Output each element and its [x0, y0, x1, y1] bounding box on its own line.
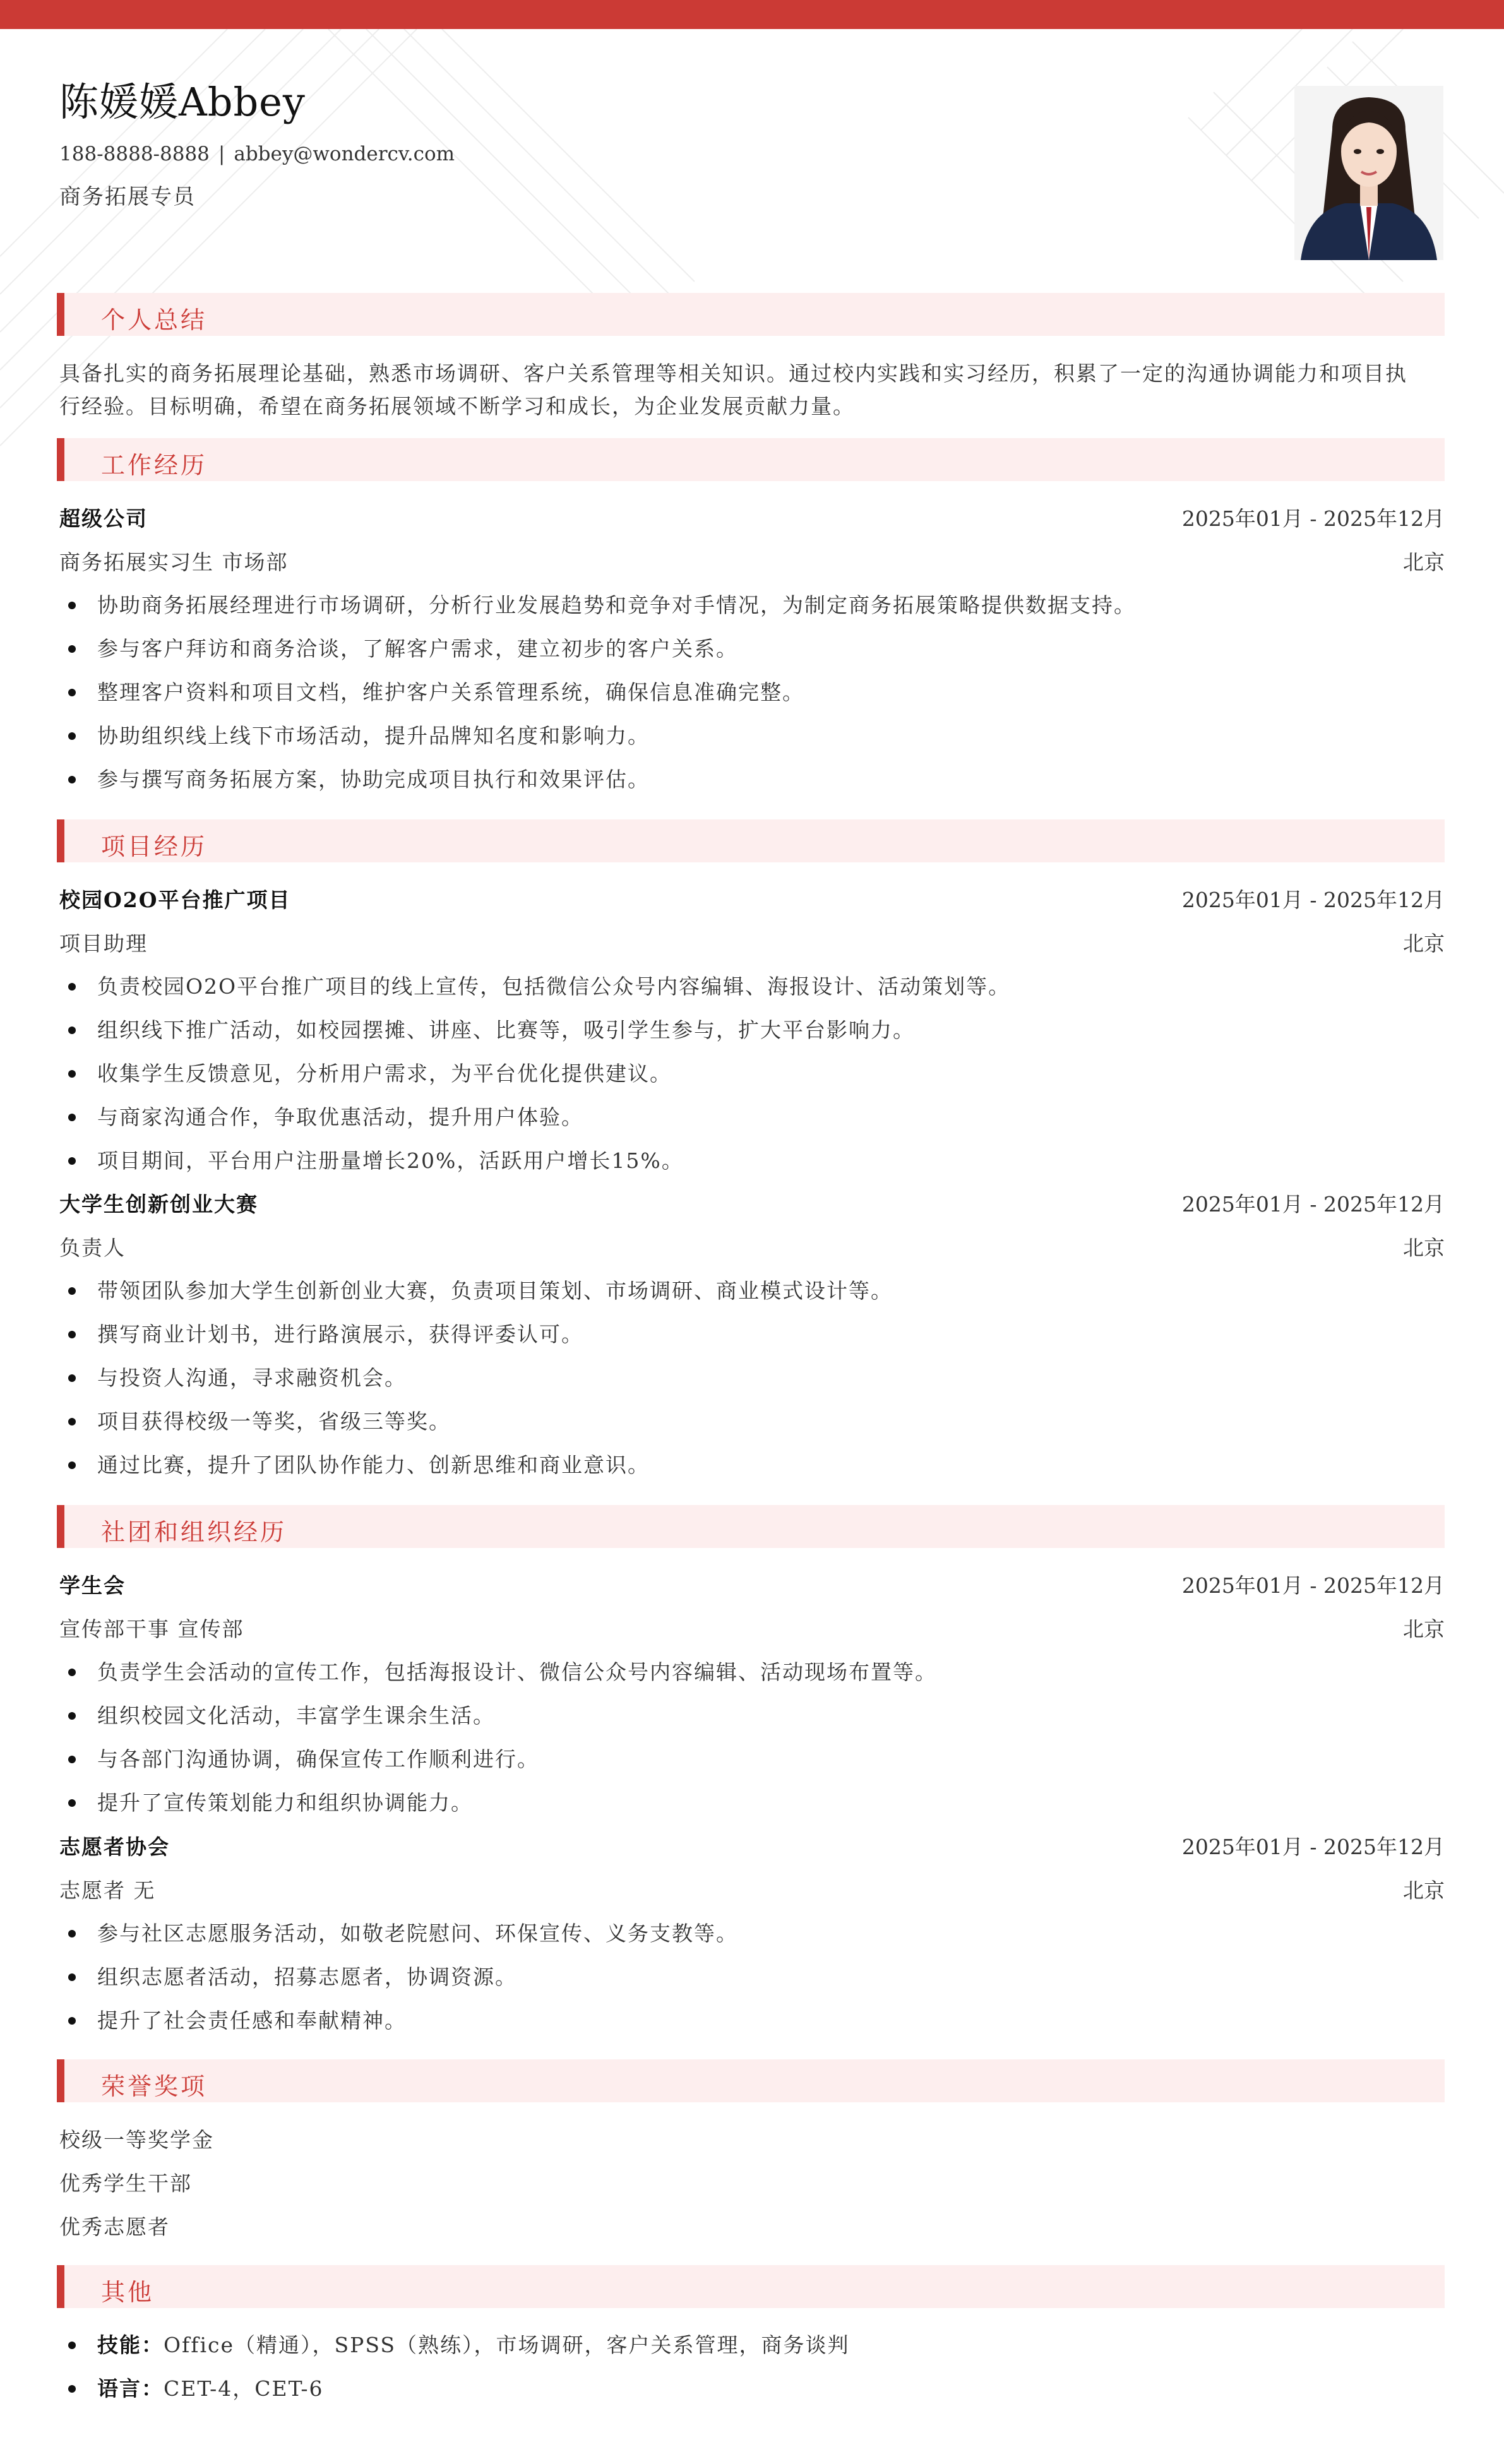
entry-org: 志愿者协会 — [59, 1835, 170, 1859]
entry-subheader — [59, 1232, 1445, 1263]
entry-location: 北京 — [1403, 931, 1445, 956]
list-item: 参与撰写商务拓展方案，协助完成项目执行和效果评估。 — [59, 764, 1445, 807]
honor-item: 优秀学生干部 — [59, 2171, 192, 2196]
contact-separator: | — [218, 143, 225, 165]
entry-location: 北京 — [1403, 1235, 1445, 1260]
entry-bullets — [59, 971, 1445, 1189]
section-clubs-header — [57, 1505, 1445, 1548]
list-item: 提升了社会责任感和奉献精神。 — [59, 2005, 1445, 2049]
entry-header — [59, 1569, 1445, 1601]
phone: 188-8888-8888 — [59, 143, 210, 165]
entry-subheader — [59, 927, 1445, 959]
entry-bullets — [59, 1918, 1445, 2049]
honor-item: 校级一等奖学金 — [59, 2128, 214, 2152]
section-title: 工作经历 — [101, 451, 208, 479]
skills-item — [59, 2330, 1445, 2373]
summary-line-2: 行经验。目标明确，希望在商务拓展领域不断学习和成长，为企业发展贡献力量。 — [59, 394, 855, 419]
list-item: 撰写商业计划书，进行路演展示，获得评委认可。 — [59, 1319, 1445, 1362]
entry-bullets — [59, 1275, 1445, 1493]
language-item — [59, 2373, 1445, 2417]
skills-value: Office（精通），SPSS（熟练），市场调研，客户关系管理，商务谈判 — [164, 2333, 850, 2357]
entry-role: 志愿者 无 — [59, 1878, 156, 1903]
section-other-header — [57, 2265, 1445, 2308]
section-title: 其他 — [101, 2278, 155, 2306]
section-title: 项目经历 — [101, 833, 208, 860]
entry-date: 2025年01月 - 2025年12月 — [1181, 888, 1445, 912]
section-honors-header — [57, 2059, 1445, 2102]
entry-header — [59, 884, 1445, 915]
list-item: 协助商务拓展经理进行市场调研，分析行业发展趋势和竞争对手情况，为制定商务拓展策略提供数据支持。 — [59, 590, 1445, 633]
entry-date: 2025年01月 - 2025年12月 — [1181, 506, 1445, 531]
entry-org: 大学生创新创业大赛 — [59, 1192, 258, 1217]
list-item: 提升了宣传策划能力和组织协调能力。 — [59, 1787, 1445, 1831]
entry-org: 超级公司 — [59, 506, 148, 531]
language-label: 语言： — [97, 2376, 164, 2401]
section-title: 社团和组织经历 — [101, 1518, 287, 1546]
list-item: 与各部门沟通协调，确保宣传工作顺利进行。 — [59, 1744, 1445, 1787]
entry-location: 北京 — [1403, 550, 1445, 574]
entry-date: 2025年01月 - 2025年12月 — [1181, 1835, 1445, 1859]
list-item: 通过比赛，提升了团队协作能力、创新思维和商业意识。 — [59, 1449, 1445, 1493]
entry-location: 北京 — [1403, 1878, 1445, 1903]
section-title: 个人总结 — [101, 306, 208, 334]
entry-bullets — [59, 1657, 1445, 1831]
list-item: 组织线下推广活动，如校园摆摊、讲座、比赛等，吸引学生参与，扩大平台影响力。 — [59, 1015, 1445, 1058]
entry-header — [59, 1188, 1445, 1220]
entry-location: 北京 — [1403, 1617, 1445, 1641]
section-work-header — [57, 438, 1445, 481]
top-accent-bar — [0, 0, 1504, 29]
section-projects-header — [57, 819, 1445, 862]
entry-org: 学生会 — [59, 1573, 126, 1598]
list-item: 整理客户资料和项目文档，维护客户关系管理系统，确保信息准确完整。 — [59, 677, 1445, 720]
other-list — [59, 2330, 1445, 2417]
skills-label: 技能： — [97, 2333, 164, 2357]
profile-photo — [1294, 86, 1443, 260]
list-item: 负责校园O2O平台推广项目的线上宣传，包括微信公众号内容编辑、海报设计、活动策划等。 — [59, 971, 1445, 1015]
language-value: CET-4，CET-6 — [164, 2376, 324, 2401]
entry-org: 校园O2O平台推广项目 — [59, 888, 291, 912]
list-item: 组织志愿者活动，招募志愿者，协调资源。 — [59, 1961, 1445, 2005]
entry-header — [59, 503, 1445, 534]
entry-header — [59, 1831, 1445, 1862]
entry-role: 商务拓展实习生 市场部 — [59, 550, 289, 574]
entry-date: 2025年01月 - 2025年12月 — [1181, 1573, 1445, 1598]
entry-date: 2025年01月 - 2025年12月 — [1181, 1192, 1445, 1217]
list-item: 项目期间，平台用户注册量增长20%，活跃用户增长15%。 — [59, 1145, 1445, 1189]
list-item: 协助组织线上线下市场活动，提升品牌知名度和影响力。 — [59, 720, 1445, 764]
entry-role: 项目助理 — [59, 931, 148, 956]
list-item: 收集学生反馈意见，分析用户需求，为平台优化提供建议。 — [59, 1058, 1445, 1102]
contact-line — [59, 143, 455, 165]
email: abbey@wondercv.com — [234, 143, 455, 165]
list-item: 负责学生会活动的宣传工作，包括海报设计、微信公众号内容编辑、活动现场布置等。 — [59, 1657, 1445, 1700]
entry-role: 负责人 — [59, 1235, 126, 1260]
summary-line-1: 具备扎实的商务拓展理论基础，熟悉市场调研、客户关系管理等相关知识。通过校内实践和实习经历，积累了一定的沟通协调能力和项目执 — [59, 361, 1407, 386]
list-item: 与投资人沟通，寻求融资机会。 — [59, 1362, 1445, 1406]
summary-text — [59, 357, 1445, 423]
entry-subheader — [59, 546, 1445, 578]
candidate-name: 陈媛媛Abbey — [59, 79, 306, 125]
section-title: 荣誉奖项 — [101, 2073, 208, 2100]
list-item: 与商家沟通合作，争取优惠活动，提升用户体验。 — [59, 1102, 1445, 1145]
entry-subheader — [59, 1874, 1445, 1906]
list-item: 参与社区志愿服务活动，如敬老院慰问、环保宣传、义务支教等。 — [59, 1918, 1445, 1961]
entry-subheader — [59, 1613, 1445, 1645]
list-item: 组织校园文化活动，丰富学生课余生活。 — [59, 1700, 1445, 1744]
job-title: 商务拓展专员 — [59, 184, 196, 210]
entry-role: 宣传部干事 宣传部 — [59, 1617, 244, 1641]
entry-bullets — [59, 590, 1445, 807]
list-item: 带领团队参加大学生创新创业大赛，负责项目策划、市场调研、商业模式设计等。 — [59, 1275, 1445, 1319]
honor-item: 优秀志愿者 — [59, 2215, 170, 2239]
section-summary-header — [57, 293, 1445, 336]
list-item: 项目获得校级一等奖，省级三等奖。 — [59, 1406, 1445, 1449]
list-item: 参与客户拜访和商务洽谈，了解客户需求，建立初步的客户关系。 — [59, 633, 1445, 677]
